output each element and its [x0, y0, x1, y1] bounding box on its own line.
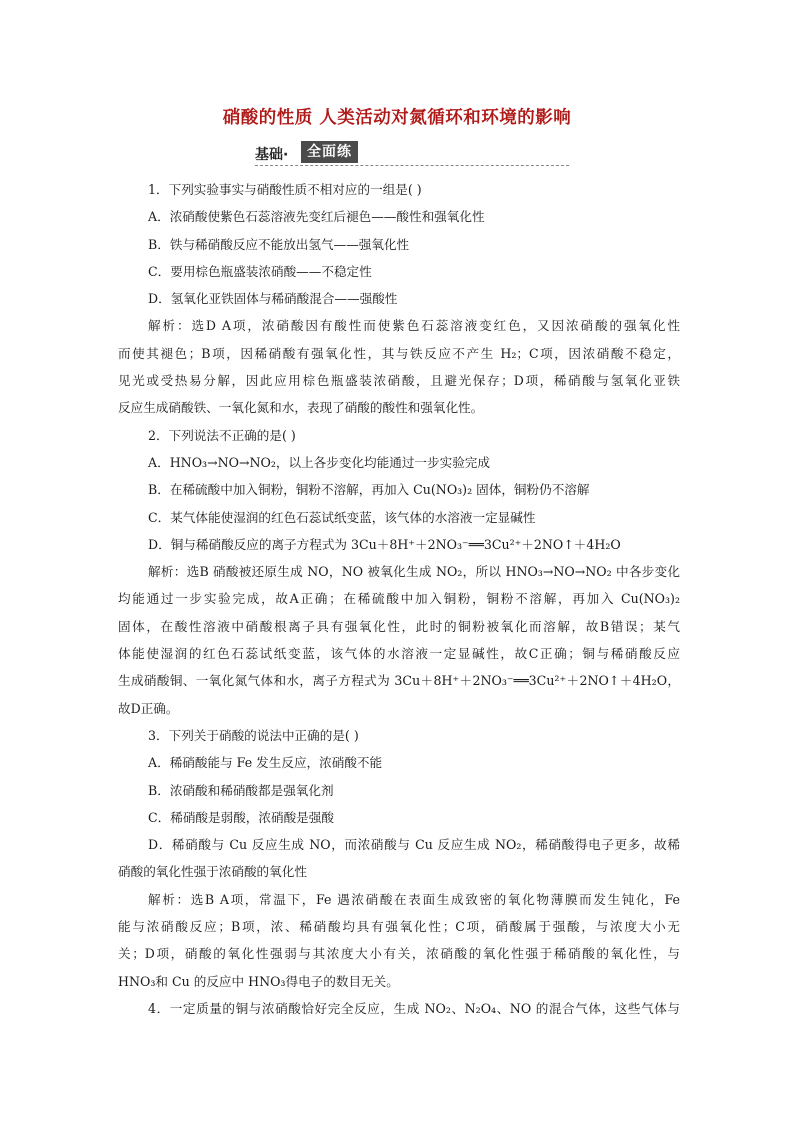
text-line: 生成硝酸铜、一氧化氮气体和水，离子方程式为 3Cu＋8H⁺＋2NO₃⁻══3Cu²⁺＋2NO↑＋4H₂O， — [118, 673, 680, 689]
section-banner — [255, 141, 569, 166]
text-line: 4．一定质量的铜与浓硝酸恰好完全反应，生成 NO₂、N₂O₄、NO 的混合气体，这些气体与 — [148, 1000, 680, 1016]
text-line: 反应生成硝酸铁、一氧化氮和水，表现了硝酸的酸性和强氧化性。 — [118, 400, 484, 416]
text-line: 1．下列实验事实与硝酸性质不相对应的一组是( ) — [148, 182, 422, 197]
text-line: 体能使湿润的红色石蕊试纸变蓝，该气体的水溶液一定显碱性，故C正确；铜与稀硝酸反应 — [118, 646, 680, 662]
text-line: 关；D项，硝酸的氧化性强弱与其浓度大小有关，浓硝酸的氧化性强于稀硝酸的氧化性，与 — [118, 946, 680, 962]
text-line: B．浓硝酸和稀硝酸都是强氧化剂 — [148, 782, 334, 798]
text-line: D．稀硝酸与 Cu 反应生成 NO，而浓硝酸与 Cu 反应生成 NO₂，稀硝酸得电子更多，故稀 — [148, 837, 680, 853]
text-line: 3．下列关于硝酸的说法中正确的是( ) — [148, 727, 359, 743]
text-line: HNO₃和 Cu 的反应中 HNO₃得电子的数目无关。 — [118, 973, 399, 989]
text-line: C．要用棕色瓶盛装浓硝酸——不稳定性 — [148, 263, 372, 279]
document-body — [118, 176, 680, 1022]
text-line: 解析：选B A项，常温下，Fe 遇浓硝酸在表面生成致密的氧化物薄膜而发生钝化，Fe — [148, 891, 680, 907]
text-line: A．HNO₃→NO→NO₂，以上各步变化均能通过一步实验完成 — [148, 454, 490, 470]
text-line: 解析：选B 硝酸被还原生成 NO，NO 被氧化生成 NO₂，所以 HNO₃→NO→NO₂ 中各步变化 — [148, 564, 680, 580]
text-line: 故D正确。 — [118, 700, 179, 716]
text-line: 解析：选D A项，浓硝酸因有酸性而使紫色石蕊溶液变红色，又因浓硝酸的强氧化性 — [148, 318, 680, 334]
text-line: C．某气体能使湿润的红色石蕊试纸变蓝，该气体的水溶液一定显碱性 — [148, 509, 536, 525]
text-line: A．浓硝酸使紫色石蕊溶液先变红后褪色——酸性和强氧化性 — [148, 209, 485, 225]
banner-box: 全面练 — [301, 141, 358, 163]
text-line: 见光或受热易分解，因此应用棕色瓶盛装浓硝酸，且避光保存；D项，稀硝酸与氢氧化亚铁 — [118, 373, 680, 389]
text-line: D．氢氧化亚铁固体与稀硝酸混合——强酸性 — [148, 291, 398, 307]
banner-prefix: 基础· — [255, 147, 289, 163]
text-line: 固体，在酸性溶液中硝酸根离子具有强氧化性，此时的铜粉被氧化而溶解，故B错误；某气 — [118, 618, 680, 634]
text-line: 2．下列说法不正确的是( ) — [148, 427, 296, 443]
text-line: 均能通过一步实验完成，故A正确；在稀硫酸中加入铜粉，铜粉不溶解，再加入 Cu(NO₃)₂ — [118, 591, 680, 607]
text-line: B．铁与稀硝酸反应不能放出氢气——强氧化性 — [148, 236, 410, 252]
text-line: 而使其褪色；B项，因稀硝酸有强氧化性，其与铁反应不产生 H₂；C项，因浓硝酸不稳定， — [118, 345, 680, 361]
text-line: 能与浓硝酸反应；B项，浓、稀硝酸均具有强氧化性；C项，硝酸属于强酸，与浓度大小无 — [118, 919, 680, 935]
text-line: B．在稀硫酸中加入铜粉，铜粉不溶解，再加入 Cu(NO₃)₂ 固体，铜粉仍不溶解 — [148, 482, 590, 498]
text-line: 硝酸的氧化性强于浓硝酸的氧化性 — [118, 864, 307, 880]
text-line: C．稀硝酸是弱酸，浓硝酸是强酸 — [148, 809, 334, 825]
page-title: 硝酸的性质 人类活动对氮循环和环境的影响 — [222, 108, 572, 128]
text-line: D．铜与稀硝酸反应的离子方程式为 3Cu＋8H⁺＋2NO₃⁻══3Cu²⁺＋2NO↑＋4H₂O — [148, 536, 621, 552]
text-line: A．稀硝酸能与 Fe 发生反应，浓硝酸不能 — [148, 755, 383, 771]
